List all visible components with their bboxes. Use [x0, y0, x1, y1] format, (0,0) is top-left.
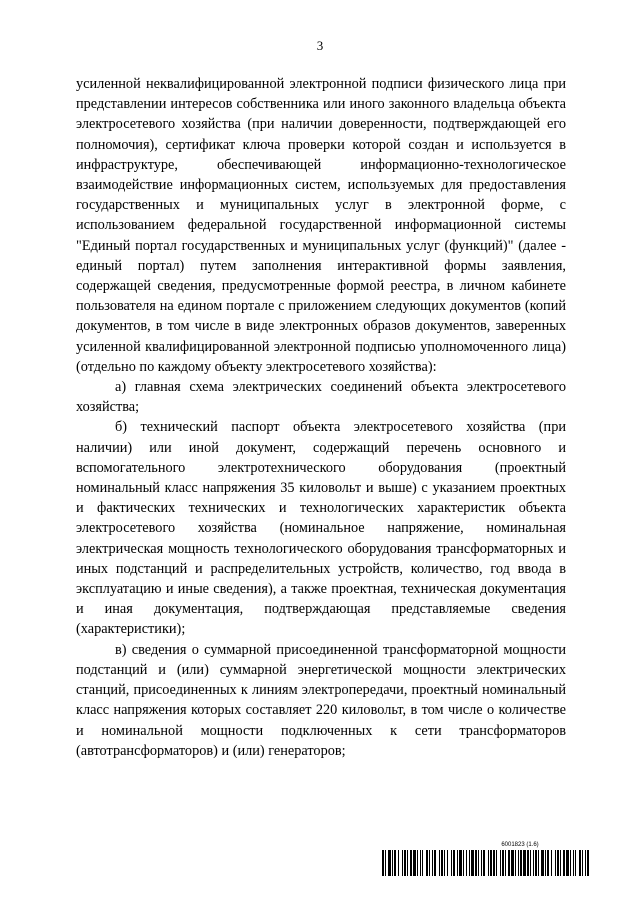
- document-code: 6001823 (1.6): [501, 842, 539, 848]
- barcode-bar: [587, 850, 589, 876]
- barcode: [382, 850, 590, 876]
- paragraph-continuation: усиленной неквалифицированной электронной подписи физического лица при представлении интересов собственника или иного законного владельца объекта электросетевого хозяйства (при наличии доверенности, подтверждающей его полномочия), сертификат ключа проверки которой создан и используется в инфраструктуре, обеспечивающей информационно-технологическое взаимодействие информационных систем, используемых для предоставления государственных и муниципальных услуг в электронной форме, с использованием федеральной государственной информационной системы "Единый портал государственных и муниципальных услуг (функций)" (далее - единый портал) путем заполнения интерактивной формы заявления, содержащей сведения, предусмотренные формой реестра, в личном кабинете пользователя на едином портале с приложением следующих документов (копий документов, в том числе в виде электронных образов документов, заверенных усиленной квалифицированной электронной подписью уполномоченного лица) (отдельно по каждому объекту электросетевого хозяйства):: [76, 76, 566, 375]
- document-body: [76, 74, 566, 761]
- paragraph-item-c: в) сведения о суммарной присоединенной трансформаторной мощности подстанций и (или) суммарной энергетической мощности электрических станций, присоединенных к линиям электропередачи, проектный номинальный класс напряжения которых составляет 220 киловольт, в том числе о количестве и номинальной мощности подключенных к сети трансформаторов (автотрансформаторов) и (или) генераторов;: [76, 641, 566, 759]
- paragraph-item-a: а) главная схема электрических соединений объекта электросетевого хозяйства;: [76, 379, 566, 416]
- page-number: 3: [316, 38, 324, 53]
- paragraph-item-b: б) технический паспорт объекта электросетевого хозяйства (при наличии) или иной документ, содержащий перечень основного и вспомогательного электротехнического оборудования (проектный номинальный класс напряжения 35 киловольт и выше) с указанием проектных и фактических технических и технологических характеристик объекта электросетевого хозяйства (номинальное напряжение, номинальная электрическая мощность технологического оборудования трансформаторных и иных подстанций и распределительных устройств, количество, год ввода в эксплуатацию и иные сведения), а также проектная, техническая документация и иная документация, подтверждающая представляемые сведения (характеристики);: [76, 419, 566, 638]
